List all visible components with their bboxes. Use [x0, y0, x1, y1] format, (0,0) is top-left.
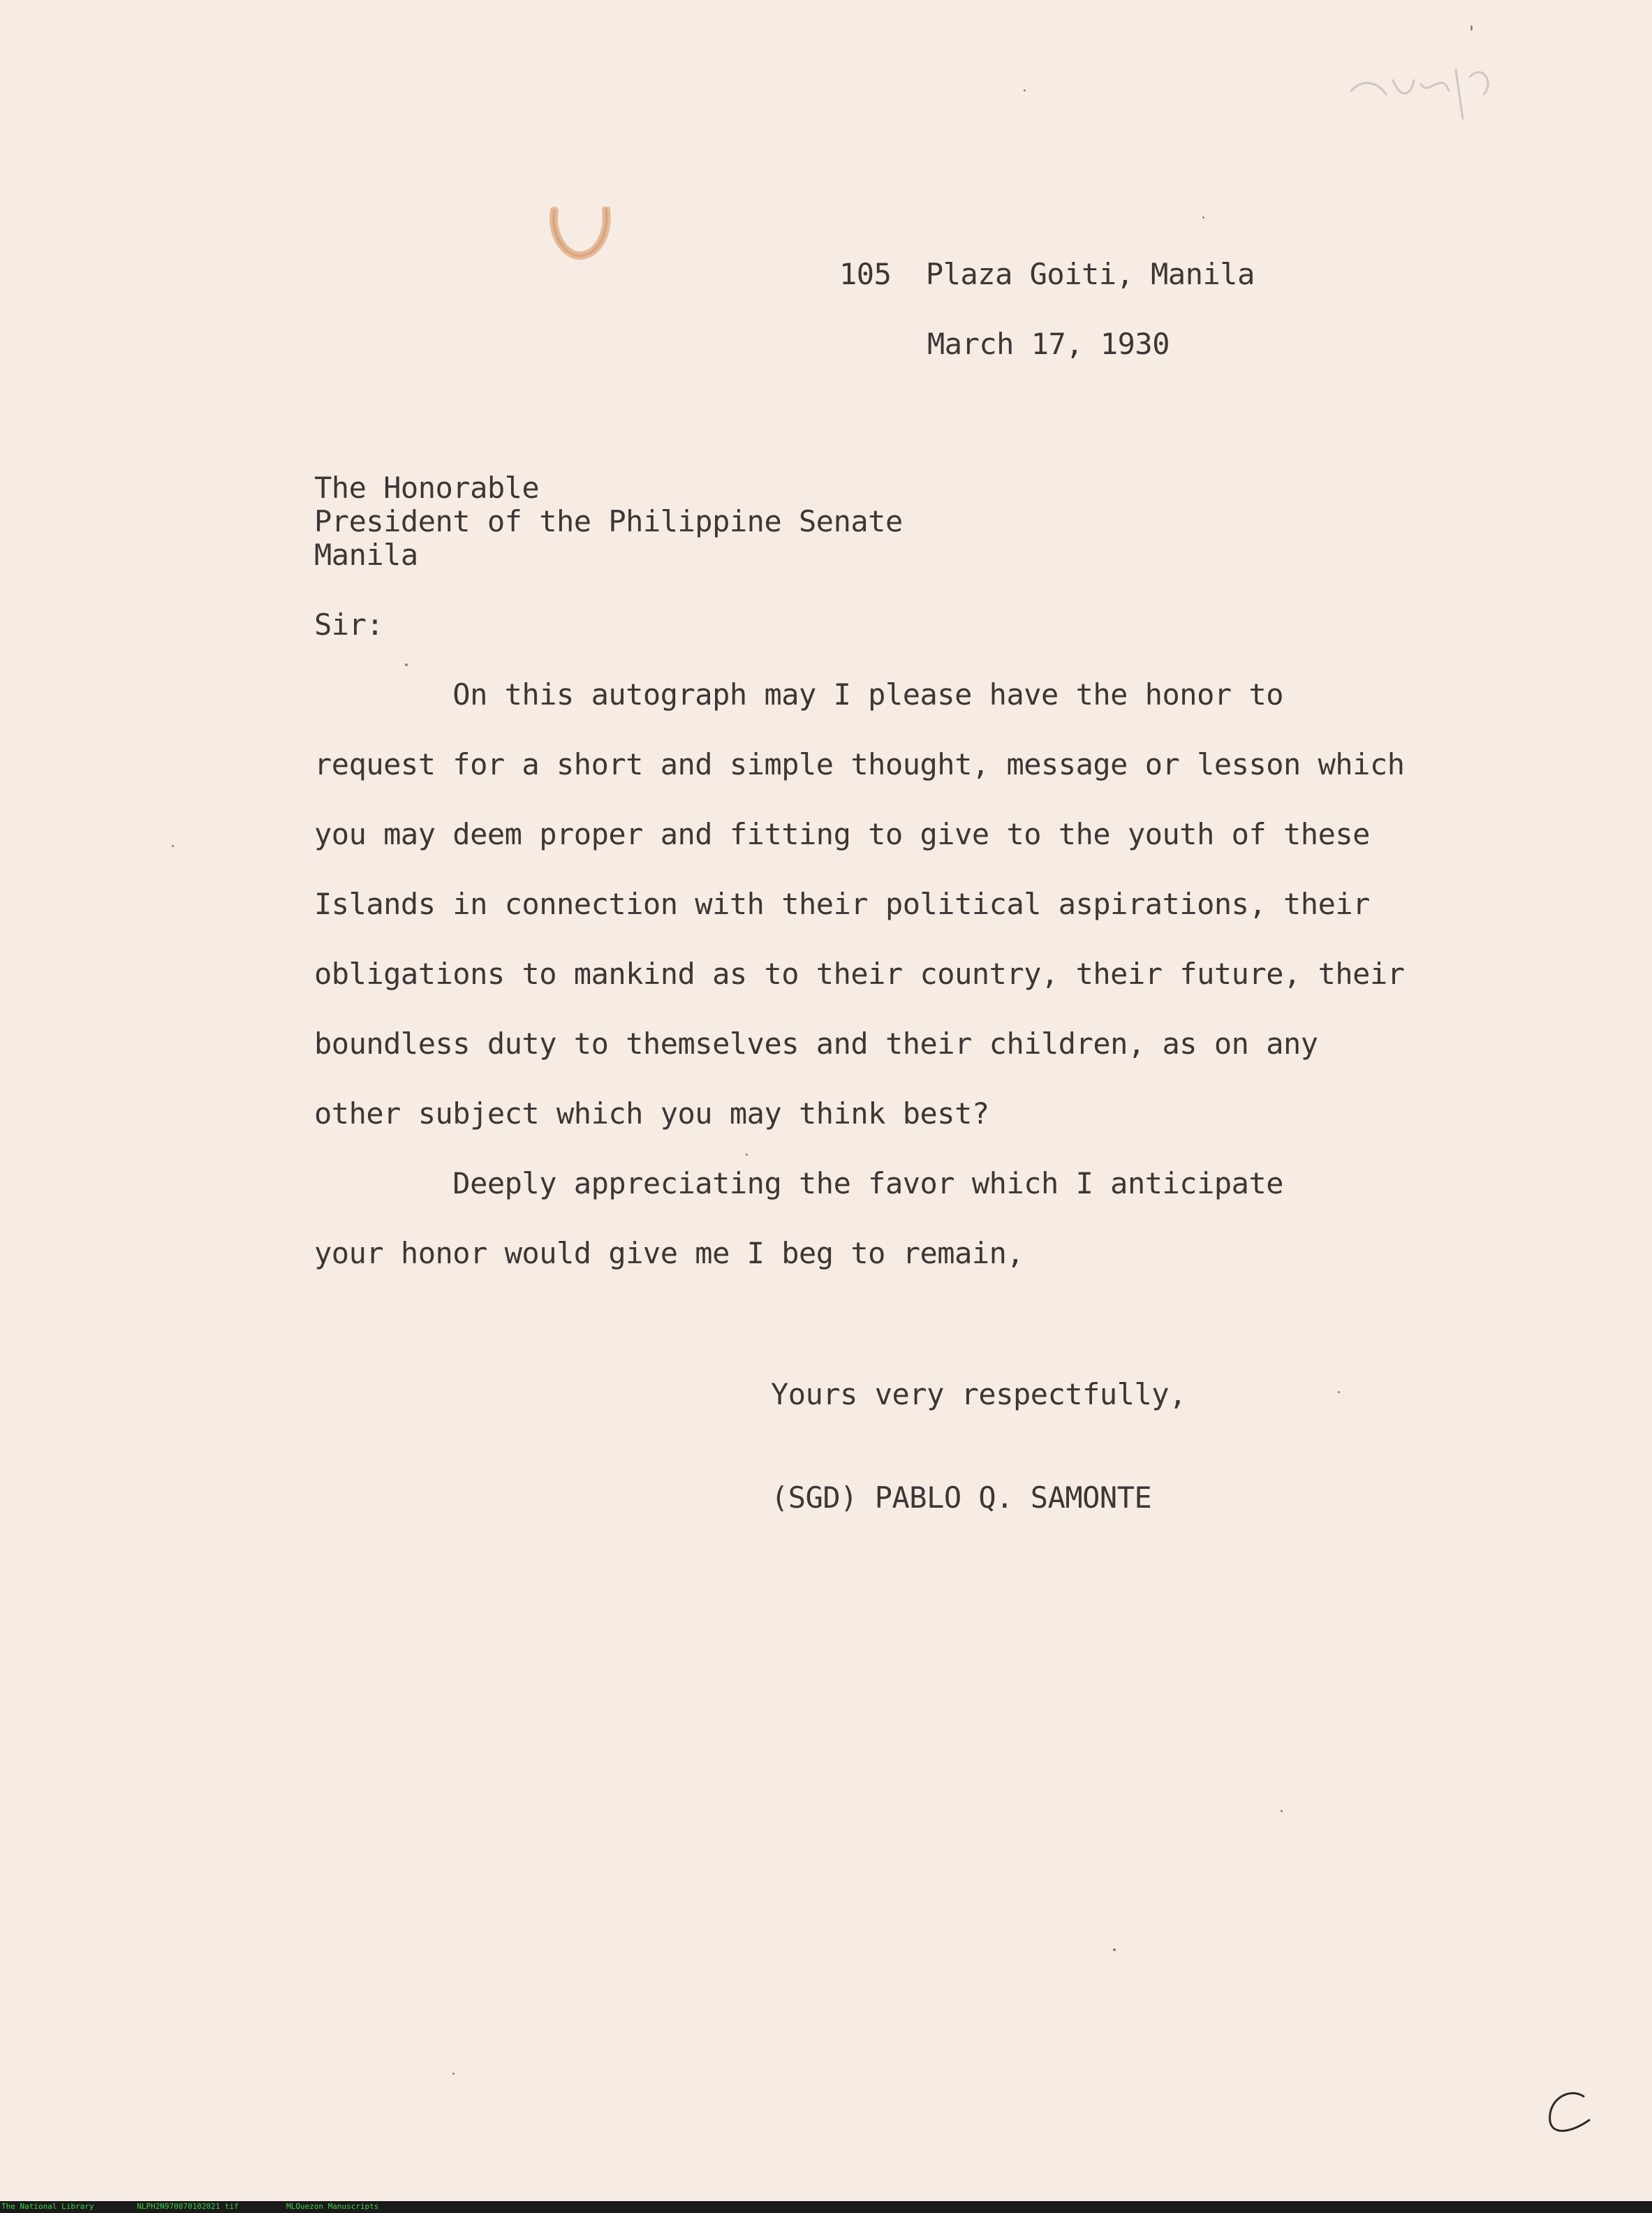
salutation: Sir: — [314, 608, 384, 642]
body-line: request for a short and simple thought, message or lesson which — [314, 747, 1405, 781]
body-line: other subject which you may think best? — [314, 1096, 989, 1131]
paper-speck — [1470, 25, 1473, 31]
paper-speck — [1338, 1391, 1340, 1393]
body-line: you may deem proper and fitting to give to the youth of these — [314, 817, 1370, 851]
recipient-line: Manila — [314, 538, 418, 572]
sender-address: 105 Plaza Goiti, Manila — [839, 257, 1255, 291]
pencil-note — [1344, 42, 1498, 126]
stain-mark — [545, 207, 614, 260]
body-line: your honor would give me I beg to remain, — [314, 1236, 1024, 1270]
body-line: boundless duty to themselves and their children, as on any — [314, 1027, 1318, 1061]
paper-speck — [1113, 1948, 1116, 1951]
paper-speck — [1281, 1810, 1283, 1812]
footer-file-id: NLPH2N970070102021 tif — [137, 2202, 239, 2211]
paper-speck — [405, 663, 408, 666]
recipient-line: The Honorable — [314, 471, 540, 505]
footer-collection: MLQuezon Manuscripts — [286, 2202, 379, 2211]
paper-speck — [746, 1154, 748, 1156]
paper-speck — [1202, 216, 1204, 219]
signature: (SGD) PABLO Q. SAMONTE — [771, 1480, 1152, 1515]
handwritten-initial — [1540, 2084, 1603, 2140]
body-line: Islands in connection with their political aspirations, their — [314, 887, 1370, 921]
scan-footer — [0, 2201, 1652, 2213]
body-line: On this autograph may I please have the honor to — [314, 677, 1284, 712]
recipient-line: President of the Philippine Senate — [314, 504, 903, 538]
paper-speck — [172, 845, 174, 847]
paper-speck — [452, 2073, 455, 2075]
paper-speck — [1024, 89, 1026, 91]
closing: Yours very respectfully, — [771, 1377, 1186, 1411]
footer-institution: The National Library — [1, 2202, 94, 2211]
body-line: Deeply appreciating the favor which I anticipate — [314, 1166, 1284, 1200]
body-line: obligations to mankind as to their country, their future, their — [314, 957, 1405, 991]
letter-date: March 17, 1930 — [927, 327, 1170, 361]
